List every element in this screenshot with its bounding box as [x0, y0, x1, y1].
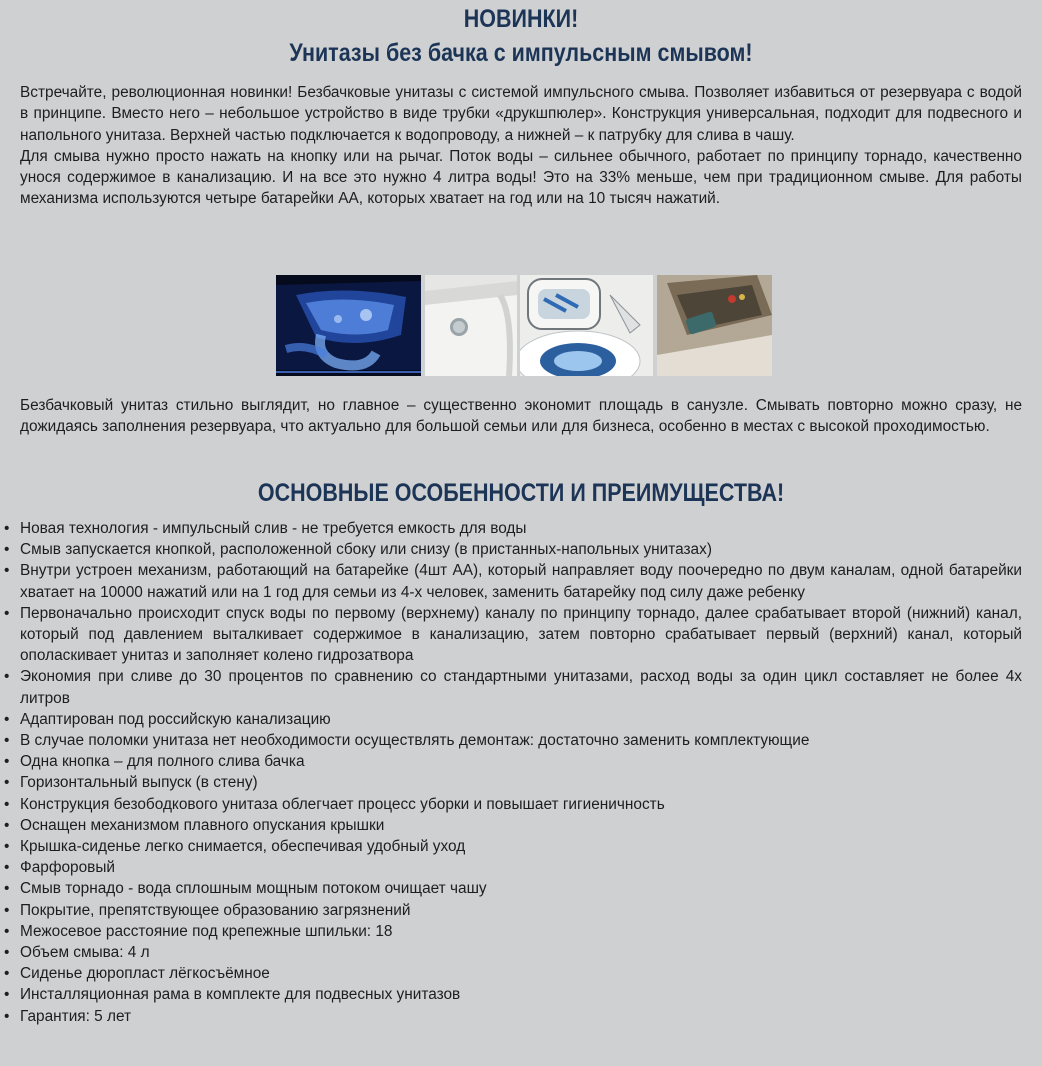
- feature-item: [0, 921, 1042, 942]
- feature-text: Первоначально происходит спуск воды по первому (верхнему) каналу по принципу торнадо, далее срабатывает второй (нижний) канал, который под давлением выталкивает содержимое в канализацию, затем повторно срабатывает первый (верхний) канал, который ополаскивает унитаз и заполняет колено гидрозатвора: [20, 604, 1022, 665]
- bullet-icon: •: [4, 541, 10, 559]
- page-title: НОВИНКИ!: [463, 5, 579, 33]
- bullet-icon: •: [4, 795, 10, 813]
- feature-text: Покрытие, препятствующее образованию загрязнений: [20, 901, 411, 919]
- feature-item: [0, 730, 1042, 751]
- bullet-icon: •: [4, 901, 10, 919]
- feature-text: Экономия при сливе до 30 процентов по сравнению со стандартными унитазами, расход воды за один цикл составляет не более 4х литров: [20, 668, 1022, 707]
- bullet-icon: •: [4, 944, 10, 962]
- feature-item: [0, 963, 1042, 984]
- outro-paragraph: Безбачковый унитаз стильно выглядит, но главное – существенно экономит площадь в санузле. Смывать повторно можно сразу, не дожидаясь заполнения резервуара, что актуально для большой семьи или для бизнеса, особенно в местах с высокой проходимостью.: [20, 397, 1022, 436]
- feature-item: [0, 794, 1042, 815]
- feature-text: Адаптирован под российскую канализацию: [20, 710, 331, 728]
- bullet-icon: •: [4, 880, 10, 898]
- features-title: ОСНОВНЫЕ ОСОБЕННОСТИ И ПРЕИМУЩЕСТВА!: [257, 479, 785, 507]
- feature-item: [0, 1006, 1042, 1027]
- feature-item: [0, 815, 1042, 836]
- feature-text: Новая технология - импульсный слив - не требуется емкость для воды: [20, 520, 527, 537]
- feature-item: [0, 878, 1042, 899]
- feature-item: [0, 836, 1042, 857]
- water-flow-image: [276, 275, 421, 376]
- flush-mechanism-image: [520, 275, 653, 376]
- bullet-icon: •: [4, 838, 10, 856]
- bullet-icon: •: [4, 774, 10, 792]
- feature-text: Крышка-сиденье легко снимается, обеспечивая удобный уход: [20, 838, 466, 856]
- flush-mechanism-illustration: [520, 275, 653, 376]
- feature-text: Оснащен механизмом плавного опускания крышки: [20, 816, 385, 834]
- bullet-icon: •: [4, 1007, 10, 1025]
- feature-text: Смыв торнадо - вода сплошным мощным потоком очищает чашу: [20, 880, 487, 898]
- feature-item: [0, 666, 1042, 708]
- feature-item: [0, 772, 1042, 793]
- feature-item: [0, 751, 1042, 772]
- feature-text: Внутри устроен механизм, работающий на батарейке (4шт АА), который направляет воду поочередно по двум каналам, одной батарейки хватает на 10000 нажатий или на 1 год для семьи из 4-х человек, заменить батарейку под силу даже ребенку: [20, 562, 1022, 601]
- battery-box-image: [657, 275, 772, 376]
- bullet-icon: •: [4, 562, 10, 580]
- intro-text: [20, 82, 1022, 210]
- feature-text: Гарантия: 5 лет: [20, 1007, 132, 1025]
- feature-text: Одна кнопка – для полного слива бачка: [20, 753, 305, 771]
- water-flow-illustration: [276, 275, 421, 376]
- bullet-icon: •: [4, 859, 10, 877]
- feature-text: Смыв запускается кнопкой, расположенной сбоку или снизу (в пристанных-напольных унитазах): [20, 541, 712, 559]
- bullet-icon: •: [4, 520, 10, 537]
- bullet-icon: •: [4, 732, 10, 750]
- feature-text: Инсталляционная рама в комплекте для подвесных унитазов: [20, 986, 461, 1004]
- feature-item: [0, 560, 1042, 602]
- feature-text: Объем смыва: 4 л: [20, 944, 150, 962]
- feature-text: Горизонтальный выпуск (в стену): [20, 774, 258, 792]
- feature-text: Сиденье дюропласт лёгкосъёмное: [20, 965, 270, 983]
- feature-item: [0, 603, 1042, 667]
- feature-item: [0, 709, 1042, 730]
- feature-item: [0, 942, 1042, 963]
- intro-paragraph-2: Для смыва нужно просто нажать на кнопку или на рычаг. Поток воды – сильнее обычного, работает по принципу торнадо, качественно унося содержимое в канализацию. И на все это нужно 4 литра воды! Это на 33% меньше, чем при традиционном смыве. Для работы механизма используются четыре батарейки АА, которых хватает на год или на 10 тысяч нажатий.: [20, 147, 1022, 208]
- bullet-icon: •: [4, 922, 10, 940]
- intro-paragraph-1: Встречайте, революционная новинки! Безбачковые унитазы с системой импульсного смыва. Позволяет избавиться от резервуара с водой в принципе. Вместо него – небольшое устройство в виде трубки «друкшпюлер». Конструкция универсальная, подходит для подвесного и напольного унитаза. Верхней частью подключается к водопроводу, а нижней – к патрубку для слива в чашу.: [20, 84, 1022, 144]
- toilet-button-illustration: [425, 275, 517, 376]
- feature-item: [0, 900, 1042, 921]
- bullet-icon: •: [4, 668, 10, 686]
- feature-text: Конструкция безободкового унитаза облегчает процесс уборки и повышает гигиеничность: [20, 795, 665, 813]
- feature-item: [0, 518, 1042, 539]
- outro-text: [20, 395, 1022, 438]
- features-list: [0, 518, 1042, 1027]
- feature-item: [0, 539, 1042, 560]
- battery-box-illustration: [657, 275, 772, 376]
- bullet-icon: •: [4, 753, 10, 771]
- bullet-icon: •: [4, 604, 10, 622]
- feature-item: [0, 984, 1042, 1005]
- bullet-icon: •: [4, 816, 10, 834]
- product-image-strip: [276, 275, 772, 376]
- feature-text: В случае поломки унитаза нет необходимости осуществлять демонтаж: достаточно заменить комплектующие: [20, 732, 810, 750]
- bullet-icon: •: [4, 710, 10, 728]
- bullet-icon: •: [4, 965, 10, 983]
- feature-text: Фарфоровый: [20, 859, 115, 877]
- feature-text: Межосевое расстояние под крепежные шпильки: 18: [20, 922, 393, 940]
- page-subtitle: Унитазы без бачка с импульсным смывом!: [289, 39, 753, 67]
- toilet-button-image: [425, 275, 517, 376]
- bullet-icon: •: [4, 986, 10, 1004]
- feature-item: [0, 857, 1042, 878]
